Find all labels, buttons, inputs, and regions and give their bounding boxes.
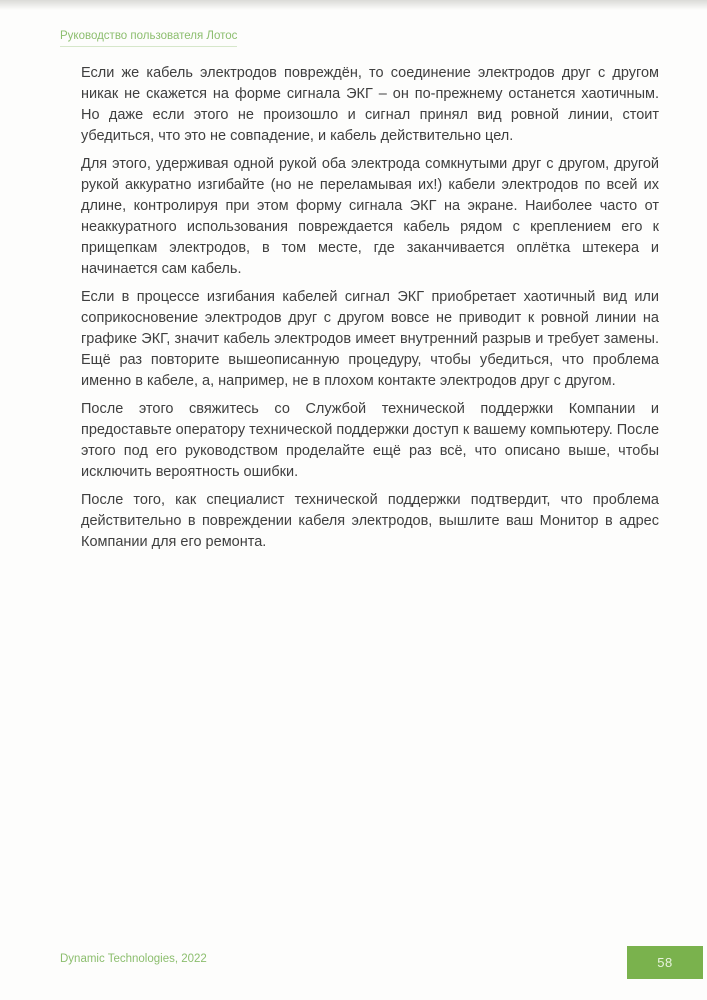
paragraph-5: После того, как специалист технической поддержки подтвердит, что проблема действительно в повреждении кабеля электродов, вышлите ваш Монитор в адрес Компании для его ремонта. <box>81 492 659 550</box>
page-number: 58 <box>657 955 673 970</box>
paragraph-4: После этого свяжитесь со Службой технической поддержки Компании и предоставьте оператору технической поддержки доступ к вашему компьютеру. После этого под его руководством проделайте ещё раз всё, что описано выше, чтобы исключить вероятность ошибки. <box>81 401 660 480</box>
page-footer <box>0 940 707 985</box>
paragraph-2: Для этого, удерживая одной рукой оба электрода сомкнутыми друг с другом, другой рукой аккуратно изгибайте (но не переламывая их!) кабели электродов по всей их длине, контролируя при этом форму сигнала ЭКГ на экране. Наиболее часто от неаккуратного использования повреждается кабель рядом с креплением его к прищепкам электродов, в том месте, где заканчивается оплётка штекера и начинается сам кабель. <box>81 156 659 277</box>
scan-edge-shadow <box>0 0 707 10</box>
page-number-badge <box>627 946 703 979</box>
page-body <box>81 63 659 560</box>
footer-company: Dynamic Technologies, 2022 <box>60 953 207 965</box>
page-header-title: Руководство пользователя Лотос <box>60 29 237 47</box>
page-header <box>60 26 237 47</box>
paragraph-1: Если же кабель электродов повреждён, то соединение электродов друг с другом никак не скажется на форме сигнала ЭКГ – он по-прежнему останется хаотичным. Но даже если этого не произошло и сигнал принял вид ровной линии, стоит убедиться, что это не совпадение, и кабель действительно цел. <box>81 65 659 144</box>
paragraph-3: Если в процессе изгибания кабелей сигнал ЭКГ приобретает хаотичный вид или соприкосновение электродов друг с другом вовсе не приводит к ровной линии на графике ЭКГ, значит кабель электродов имеет внутренний разрыв и требует замены. Ещё раз повторите вышеописанную процедуру, чтобы убедиться, что проблема именно в кабеле, а, например, не в плохом контакте электродов друг с другом. <box>81 289 659 389</box>
